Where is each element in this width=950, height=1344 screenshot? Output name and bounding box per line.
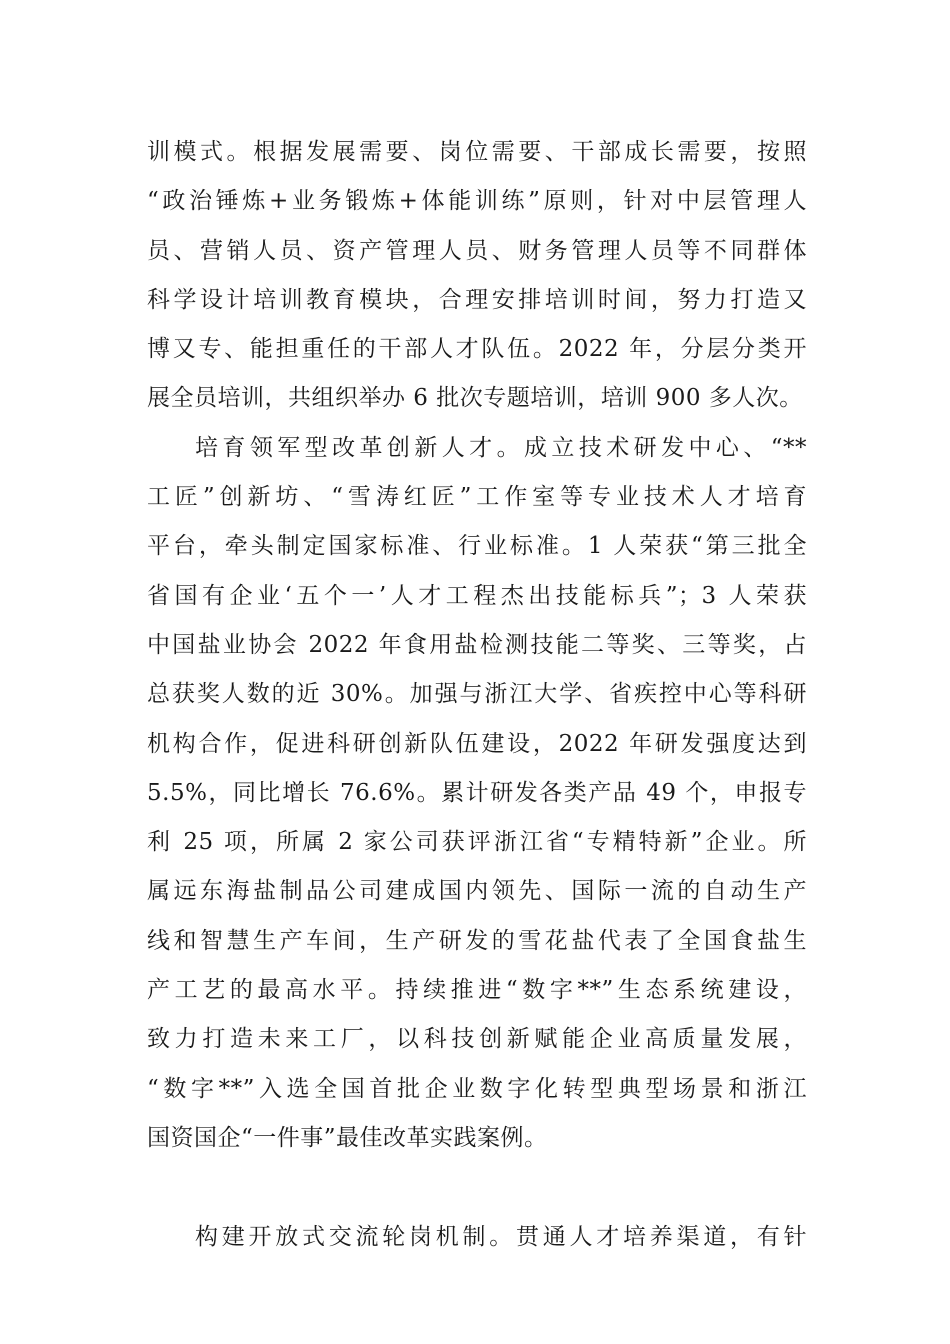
text-line: 工匠”创新坊、“雪涛红匠”工作室等专业技术人才培育 (147, 484, 807, 511)
text-line: 科学设计培训教育模块，合理安排培训时间，努力打造又 (147, 286, 807, 313)
paragraph-heading-line: 构建开放式交流轮岗机制。贯通人才培养渠道，有针 (195, 1223, 807, 1250)
text-line: 机构合作，促进科研创新队伍建设，2022 年研发强度达到 (147, 730, 807, 757)
text-line: 博又专、能担重任的干部人才队伍。2022 年，分层分类开 (147, 336, 807, 363)
text-line: 属远东海盐制品公司建成国内领先、国际一流的自动生产 (147, 878, 807, 905)
text-line: 利 25 项，所属 2 家公司获评浙江省“专精特新”企业。所 (147, 829, 807, 856)
text-line: 中国盐业协会 2022 年食用盐检测技能二等奖、三等奖，占 (147, 631, 807, 658)
paragraph-heading-line: 培育领军型改革创新人才。成立技术研发中心、“** (195, 434, 807, 461)
text-line: 省国有企业‘五个一’人才工程杰出技能标兵”；3 人荣获 (147, 582, 807, 609)
text-line: 国资国企“一件事”最佳改革实践案例。 (147, 1124, 548, 1151)
text-line: 展全员培训，共组织举办 6 批次专题培训，培训 900 多人次。 (147, 385, 803, 412)
document-body (147, 128, 807, 1262)
text-line: “政治锤炼+业务锻炼+体能训练”原则，针对中层管理人 (147, 188, 807, 215)
text-line: 线和智慧生产车间，生产研发的雪花盐代表了全国食盐生 (147, 927, 807, 954)
text-line: “数字**”入选全国首批企业数字化转型典型场景和浙江 (147, 1075, 807, 1102)
text-line: 5.5%，同比增长 76.6%。累计研发各类产品 49 个，申报专 (147, 779, 807, 806)
text-line: 训模式。根据发展需要、岗位需要、干部成长需要，按照 (147, 139, 807, 165)
blank-line (147, 1163, 807, 1212)
text-line: 总获奖人数的近 30%。加强与浙江大学、省疾控中心等科研 (147, 681, 807, 708)
text-line: 致力打造未来工厂，以科技创新赋能企业高质量发展， (147, 1026, 807, 1053)
text-line: 产工艺的最高水平。持续推进“数字**”生态系统建设， (147, 977, 807, 1004)
text-line: 平台，牵头制定国家标准、行业标准。1 人荣获“第三批全 (147, 533, 807, 560)
text-line: 员、营销人员、资产管理人员、财务管理人员等不同群体 (147, 237, 807, 264)
